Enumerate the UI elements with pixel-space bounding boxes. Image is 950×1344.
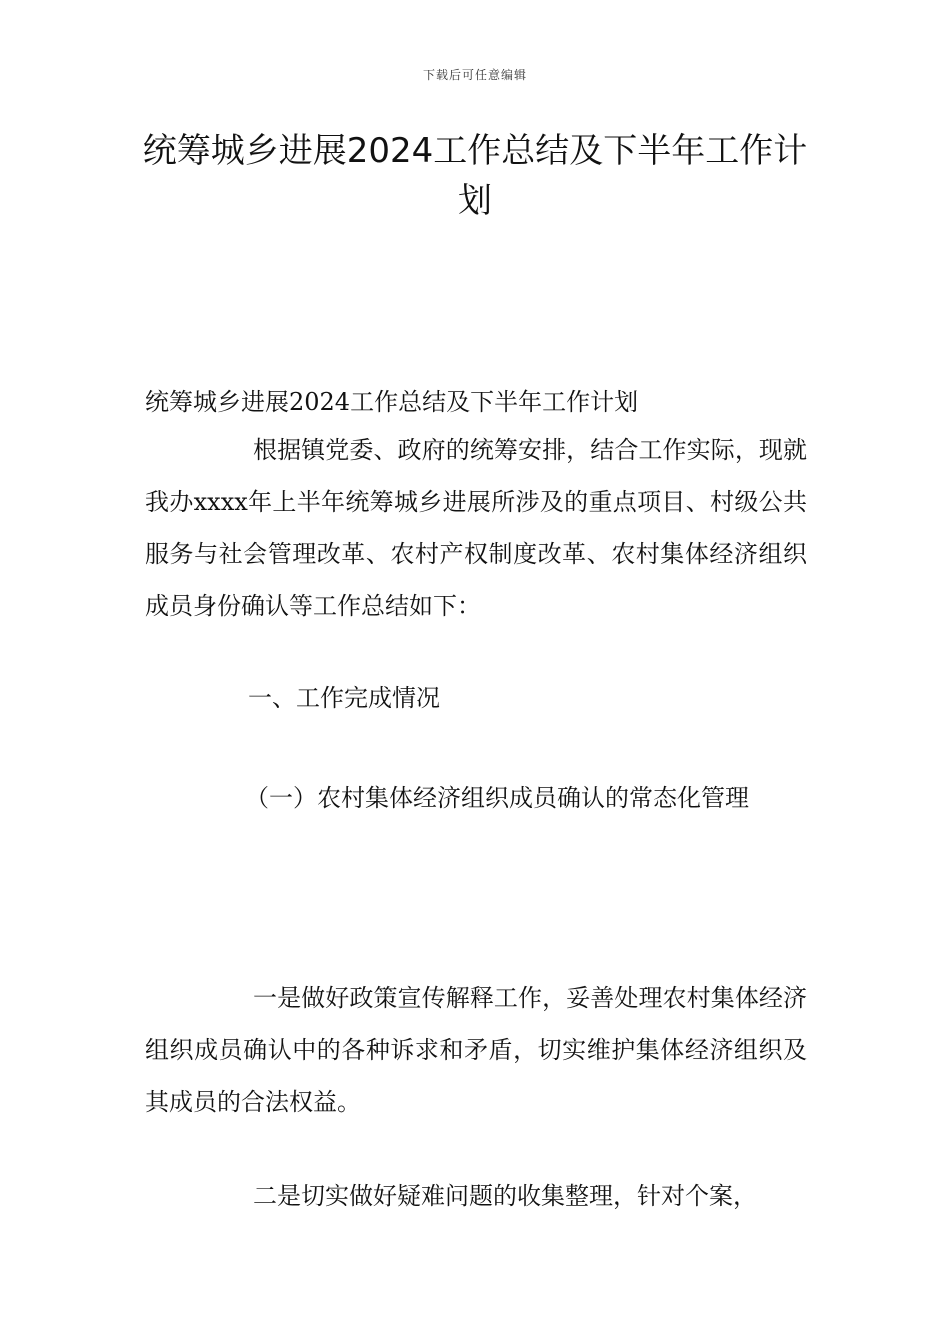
paragraph-block-2 [145, 1170, 807, 1222]
section-heading: 一、工作完成情况 [248, 684, 440, 712]
paragraph-1: 一是做好政策宣传解释工作，妥善处理农村集体经济组织成员确认中的各种诉求和矛盾，切实维护集体经济组织及其成员的合法权益。 [145, 984, 807, 1116]
sub-heading-block [245, 772, 805, 824]
document-title: 统筹城乡进展2024工作总结及下半年工作计划 [142, 131, 808, 221]
intro-paragraph: 根据镇党委、政府的统筹安排，结合工作实际，现就我办xxxx年上半年统筹城乡进展所涉及的重点项目、村级公共服务与社会管理改革、农村产权制度改革、农村集体经济组织成员身份确认等工作总结如下： [145, 436, 807, 620]
section-heading-block [248, 672, 808, 724]
sub-heading: （一）农村集体经济组织成员确认的常态化管理 [245, 784, 749, 812]
paragraph-block-1 [145, 972, 807, 1128]
body-subtitle [145, 376, 807, 428]
paragraph-2: 二是切实做好疑难问题的收集整理，针对个案， [253, 1182, 757, 1210]
header-note: 下载后可任意编辑 [422, 68, 527, 82]
intro-paragraph-block [145, 424, 807, 632]
subtitle-line: 统筹城乡进展2024工作总结及下半年工作计划 [145, 388, 639, 416]
